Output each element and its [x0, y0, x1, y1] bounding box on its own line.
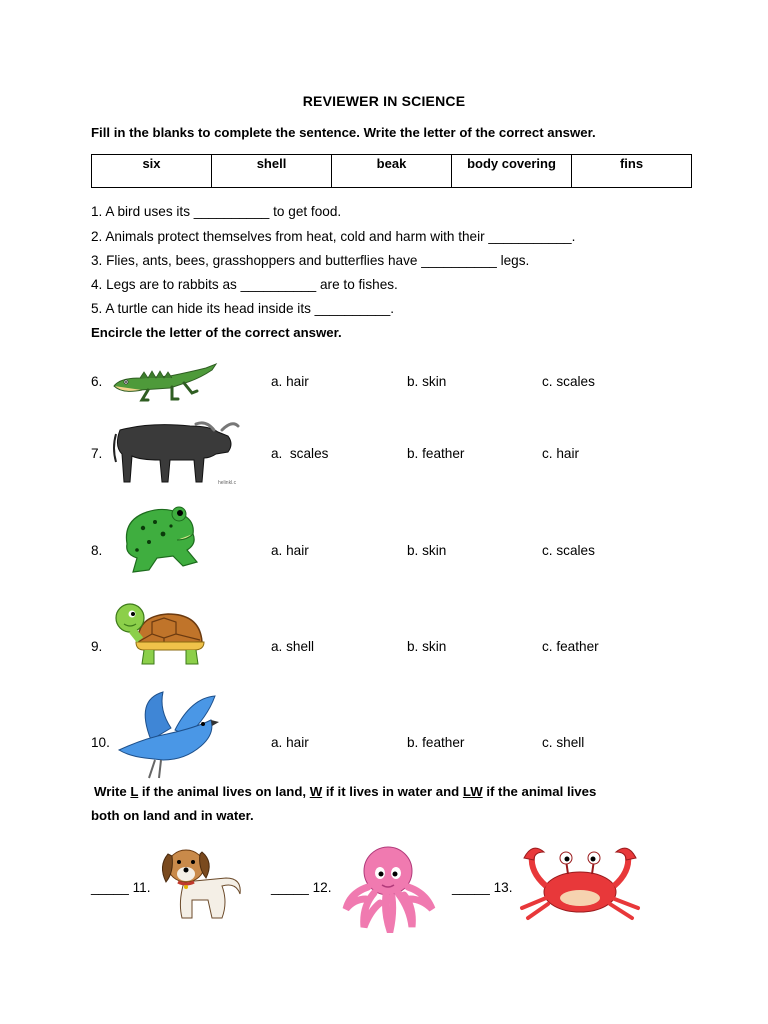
- octopus-image: [340, 843, 436, 933]
- word-bank-cell: fins: [572, 155, 692, 188]
- code-water: W: [309, 784, 323, 799]
- part1-instruction: Fill in the blanks to complete the sentence. Write the letter of the correct answer.: [91, 125, 596, 140]
- word-bank-cell: shell: [212, 155, 332, 188]
- word-bank-table: [91, 154, 692, 188]
- part2-instruction: Encircle the letter of the correct answer.: [91, 325, 342, 340]
- carabao-image: [110, 418, 242, 488]
- frog-image: [113, 500, 203, 578]
- item-number: 6.: [91, 374, 103, 389]
- bird-image: [115, 690, 219, 784]
- option-a[interactable]: a. shell: [271, 639, 315, 654]
- question-4: 4. Legs are to rabbits as __________ are to fishes.: [91, 277, 398, 292]
- code-land-water: LW: [462, 784, 483, 799]
- option-a[interactable]: a. hair: [271, 543, 309, 558]
- turtle-image: [108, 596, 208, 672]
- item-number: 9.: [91, 639, 103, 654]
- image-watermark: helinkl.c: [218, 480, 237, 486]
- option-b[interactable]: b. skin: [407, 639, 447, 654]
- option-a[interactable]: a. scales: [271, 446, 329, 461]
- item-number: 7.: [91, 446, 103, 461]
- question-5: 5. A turtle can hide its head inside its __________.: [91, 301, 395, 316]
- item-number: 8.: [91, 543, 103, 558]
- option-c[interactable]: c. scales: [542, 374, 595, 389]
- word-bank-cell-text: body covering: [467, 156, 556, 171]
- option-b[interactable]: b. feather: [407, 735, 465, 750]
- option-c[interactable]: c. scales: [542, 543, 595, 558]
- question-1: 1. A bird uses its __________ to get food.: [91, 204, 342, 219]
- option-a[interactable]: a. hair: [271, 374, 309, 389]
- dog-image: [156, 842, 244, 922]
- word-bank-cell: beak: [332, 155, 452, 188]
- question-3: 3. Flies, ants, bees, grasshoppers and butterflies have __________ legs.: [91, 253, 530, 268]
- option-b[interactable]: b. skin: [407, 543, 447, 558]
- option-c[interactable]: c. shell: [542, 735, 585, 750]
- answer-blank-13[interactable]: _____ 13.: [452, 880, 513, 895]
- part3-instruction: Write L if the animal lives on land, W if it lives in water and LW if the animal lives both on land and in water.: [91, 784, 597, 823]
- page-title: REVIEWER IN SCIENCE: [302, 93, 466, 109]
- option-b[interactable]: b. feather: [407, 446, 465, 461]
- crocodile-image: [110, 356, 220, 410]
- option-c[interactable]: c. feather: [542, 639, 599, 654]
- item-number: 10.: [91, 735, 110, 750]
- crab-image: [512, 842, 648, 922]
- answer-blank-11[interactable]: _____ 11.: [91, 880, 151, 895]
- option-c[interactable]: c. hair: [542, 446, 580, 461]
- question-2: 2. Animals protect themselves from heat, cold and harm with their ___________.: [91, 229, 576, 244]
- code-land: L: [130, 784, 139, 799]
- option-b[interactable]: b. skin: [407, 374, 447, 389]
- word-bank-cell: [452, 155, 572, 188]
- answer-blank-12[interactable]: _____ 12.: [271, 880, 332, 895]
- word-bank-cell: six: [92, 155, 212, 188]
- option-a[interactable]: a. hair: [271, 735, 309, 750]
